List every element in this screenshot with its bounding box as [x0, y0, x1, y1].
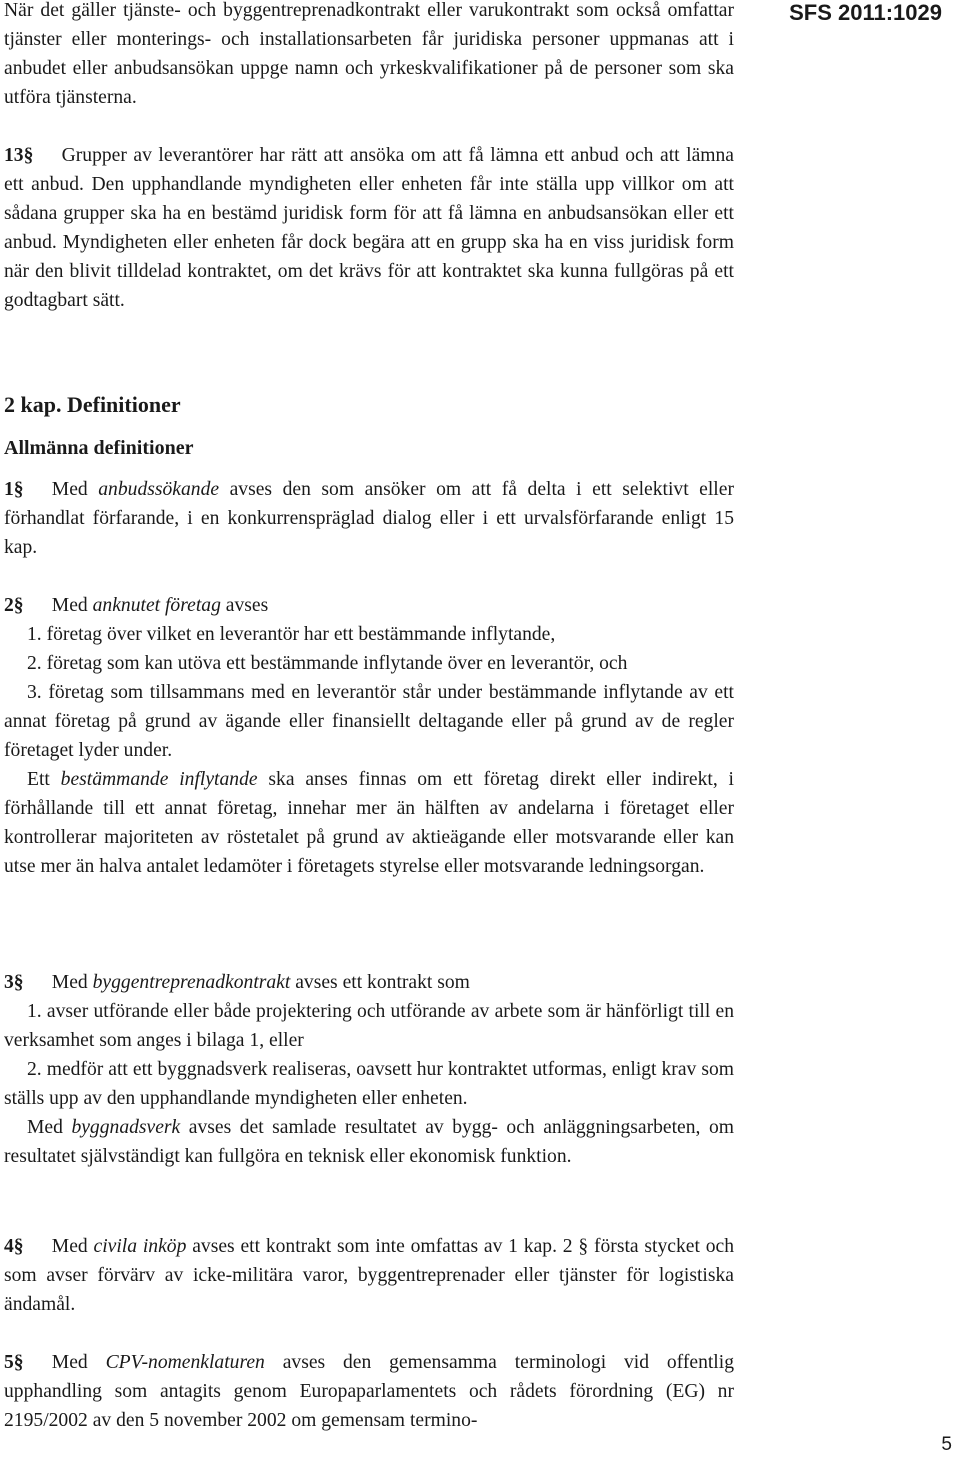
defined-term: CPV-nomenklaturen — [105, 1352, 265, 1373]
text-run: avses ett kontrakt som inte omfattas av 1 kap. 2 § första stycket och som avser förvärv av icke-militära varor, byggentreprenader eller tjänster för logistiska ändamål. — [4, 1236, 734, 1315]
defined-term: anbudssökande — [98, 479, 220, 500]
section-sign: § — [13, 1236, 24, 1257]
text-run: Med — [51, 972, 93, 993]
section-3 — [4, 968, 734, 1171]
section-1 — [4, 475, 734, 562]
text-run: ska anses finnas om ett företag direkt eller indirekt, i förhållande till ett annat företag, innehar mer än hälften av andelarna i företaget eller kontrollerar majoriteten av röstetalet på grund av aktieägande eller motsvarande eller kan utse mer än halva antalet ledamöter i företagets styrelse eller motsvarande ledningsorgan. — [4, 769, 734, 877]
section-4 — [4, 1232, 734, 1319]
text-run: Med — [51, 479, 99, 500]
text-run: avses den gemensamma terminologi vid offentlig upphandling som antagits genom Europaparlamentets och rådets förordning (EG) nr 2195/2002 av den 5 november 2002 om gemensam termino- — [4, 1352, 734, 1431]
section-number: 13 — [4, 145, 24, 166]
defined-term: anknutet företag — [92, 595, 221, 616]
text-run: Ett — [27, 769, 61, 790]
section-13-body: Grupper av leverantörer har rätt att ansöka om att få lämna ett anbud och att lämna ett anbud. Den upphandlande myndigheten eller enheten får inte ställa upp villkor om att sådana grupper ska ha en bestämd juridisk form för att få lämna en anbudsansökan eller ett anbud. Myndigheten eller enheten får dock begära att en grupp ska ha en viss juridisk form när den blivit tilldelad kontraktet, om det krävs för att kontraktet ska kunna fullgöras på ett godtagbart sätt. — [4, 145, 734, 311]
intro-paragraph — [4, 0, 734, 112]
section-number: 3 — [4, 972, 14, 993]
defined-term: byggnadsverk — [71, 1117, 181, 1138]
section-number: 2 — [4, 595, 14, 616]
section-number: 5 — [4, 1352, 14, 1373]
section-1-text — [4, 475, 734, 562]
section-3-paragraph-2 — [4, 1113, 734, 1171]
subheading: Allmänna definitioner — [4, 437, 194, 459]
section-3-text — [4, 968, 734, 997]
defined-term: civila inköp — [93, 1236, 187, 1257]
section-sign: § — [13, 479, 24, 500]
intro-text: När det gäller tjänste- och byggentreprenadkontrakt eller varukontrakt som också omfattar tjänster eller monterings- och installationsarbeten får juridiska personer uppmanas att i anbudet eller anbudsansökan uppge namn och yrkeskvalifikationer på de personer som ska utföra tjänsterna. — [4, 0, 734, 108]
section-5-text — [4, 1348, 734, 1435]
text-run: avses det samlade resultatet av bygg- och anläggningsarbeten, om resultatet självständigt kan fullgöra en teknisk eller ekonomisk funktion. — [4, 1117, 734, 1167]
text-run: Med — [27, 1117, 72, 1138]
list-item: 1. avser utförande eller både projektering och utförande av arbete som är hänförligt till en verksamhet som anges i bilaga 1, eller — [4, 1001, 734, 1051]
list-item: 1. företag över vilket en leverantör har ett bestämmande inflytande, — [27, 624, 556, 645]
section-2-text — [4, 591, 734, 620]
document-reference: SFS 2011:1029 — [789, 0, 942, 25]
section-sign: § — [23, 145, 34, 166]
list-item: 2. medför att ett byggnadsverk realiseras, oavsett hur kontraktet utformas, enligt krav som ställs upp av den upphandlande myndigheten eller enheten. — [4, 1059, 734, 1109]
section-13 — [4, 141, 734, 315]
section-sign: § — [13, 1352, 24, 1373]
text-run: avses — [220, 595, 269, 616]
text-run: avses ett kontrakt som — [290, 972, 470, 993]
text-run: Med — [51, 595, 93, 616]
defined-term: byggentreprenadkontrakt — [92, 972, 291, 993]
section-13-text — [4, 141, 734, 315]
section-number: 1 — [4, 479, 14, 500]
section-5 — [4, 1348, 734, 1435]
defined-term: bestämmande inflytande — [60, 769, 258, 790]
section-4-text — [4, 1232, 734, 1319]
list-item: 2. företag som kan utöva ett bestämmande inflytande över en leverantör, och — [27, 653, 628, 674]
section-sign: § — [13, 595, 24, 616]
text-run: Med — [51, 1236, 94, 1257]
list-item: 3. företag som tillsammans med en leverantör står under bestämmande inflytande av ett annat företag på grund av ägande eller finansiellt deltagande eller på grund av de regler företaget lyder under. — [4, 682, 734, 761]
section-2 — [4, 591, 734, 881]
section-sign: § — [13, 972, 24, 993]
text-run: Med — [51, 1352, 106, 1373]
chapter-heading: 2 kap. Definitioner — [4, 392, 181, 417]
section-number: 4 — [4, 1236, 14, 1257]
section-2-paragraph-2 — [4, 765, 734, 881]
text-run: avses den som ansöker om att få delta i ett selektivt eller förhandlat förfarande, i en konkurrenspräglad dialog eller i ett urvalsförfarande enligt 15 kap. — [4, 479, 734, 558]
page-number: 5 — [941, 1434, 952, 1455]
